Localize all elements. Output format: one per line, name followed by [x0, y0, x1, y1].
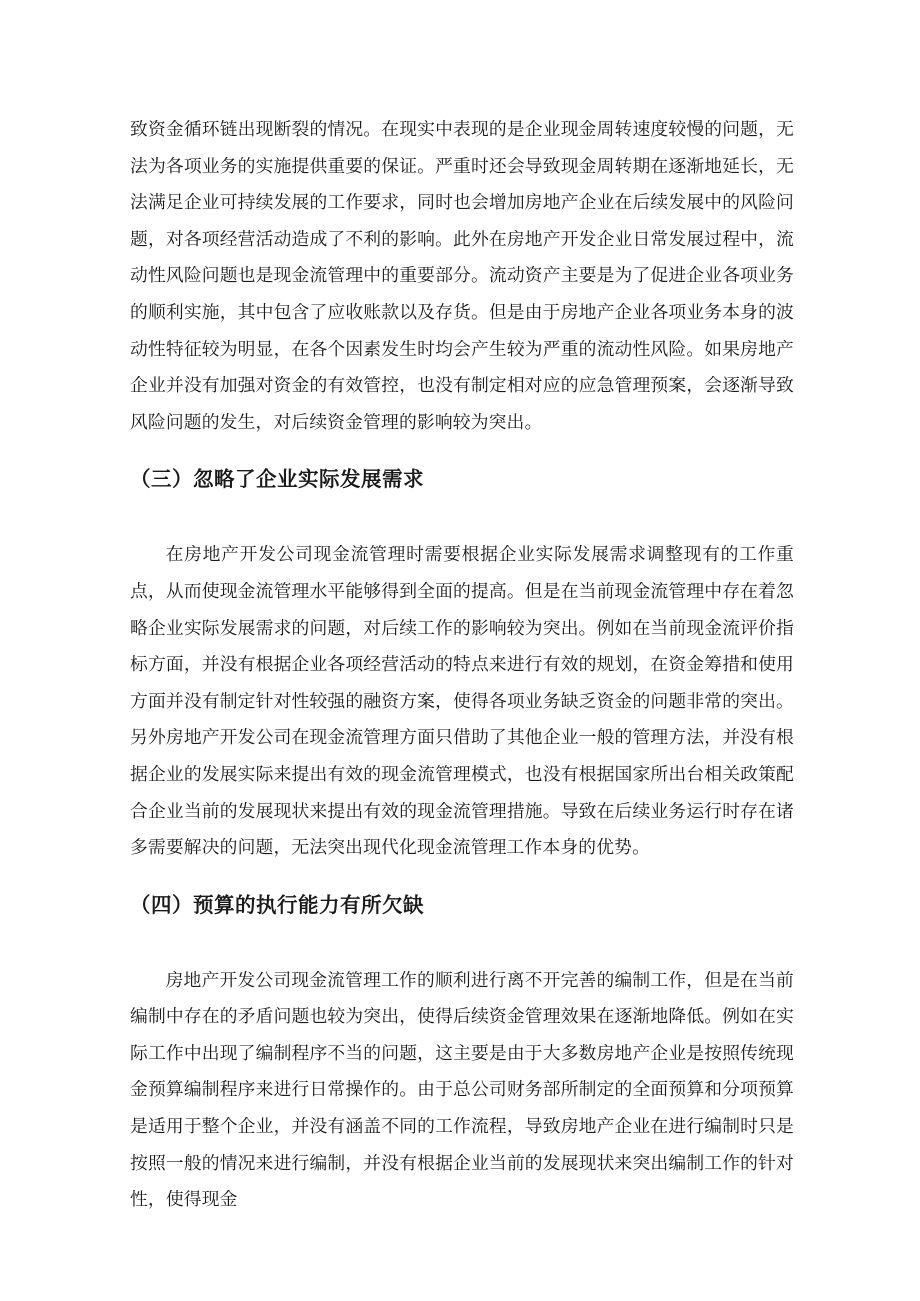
paragraph-section-4: 房地产开发公司现金流管理工作的顺利进行离不开完善的编制工作，但是在当前编制中存在的矛盾问题也较为突出，使得后续资金管理效果在逐渐地降低。例如在实际工作中出现了编制程序不当的问题，这主要是由于大多数房地产企业是按照传统现金预算编制程序来进行日常操作的。由于总公司财务部所制定的全面预算和分项预算是适用于整个企业，并没有涵盖不同的工作流程，导致房地产企业在进行编制时只是按照一般的情况来进行编制，并没有根据企业当前的发展现状来突出编制工作的针对性，使得现金: [130, 969, 794, 1211]
section-heading-4: （四）预算的执行能力有所欠缺: [130, 892, 424, 917]
paragraph-continued: 致资金循环链出现断裂的情况。在现实中表现的是企业现金周转速度较慢的问题，无法为各项业务的实施提供重要的保证。严重时还会导致现金周转期在逐渐地延长，无法满足企业可持续发展的工作要求，同时也会增加房地产企业在后续发展中的风险问题，对各项经营活动造成了不利的影响。此外在房地产开发企业日常发展过程中，流动性风险问题也是现金流管理中的重要部分。流动资产主要是为了促进企业各项业务的顺利实施，其中包含了应收账款以及存货。但是由于房地产企业各项业务本身的波动性特征较为明显，在各个因素发生时均会产生较为严重的流动性风险。如果房地产企业并没有加强对资金的有效管控，也没有制定相对应的应急管理预案，会逐渐导致风险问题的发生，对后续资金管理的影响较为突出。: [130, 119, 794, 433]
spacer: [130, 497, 794, 537]
spacer: [130, 923, 794, 963]
paragraph-section-3: 在房地产开发公司现金流管理时需要根据企业实际发展需求调整现有的工作重点，从而使现金流管理水平能够得到全面的提高。但是在当前现金流管理中存在着忽略企业实际发展需求的问题，对后续工作的影响较为突出。例如在当前现金流评价指标方面，并没有根据企业各项经营活动的特点来进行有效的规划，在资金筹措和使用方面并没有制定针对性较强的融资方案，使得各项业务缺乏资金的问题非常的突出。另外房地产开发公司在现金流管理方面只借助了其他企业一般的管理方法，并没有根据企业的发展实际来提出有效的现金流管理模式，也没有根据国家所出台相关政策配合企业当前的发展现状来提出有效的现金流管理措施。导致在后续业务运行时存在诸多需要解决的问题，无法突出现代化现金流管理工作本身的优势。: [130, 544, 794, 859]
spacer: [130, 441, 794, 461]
section-heading-3: （三）忽略了企业实际发展需求: [130, 467, 424, 492]
document-body: [130, 112, 794, 1219]
spacer: [130, 867, 794, 887]
